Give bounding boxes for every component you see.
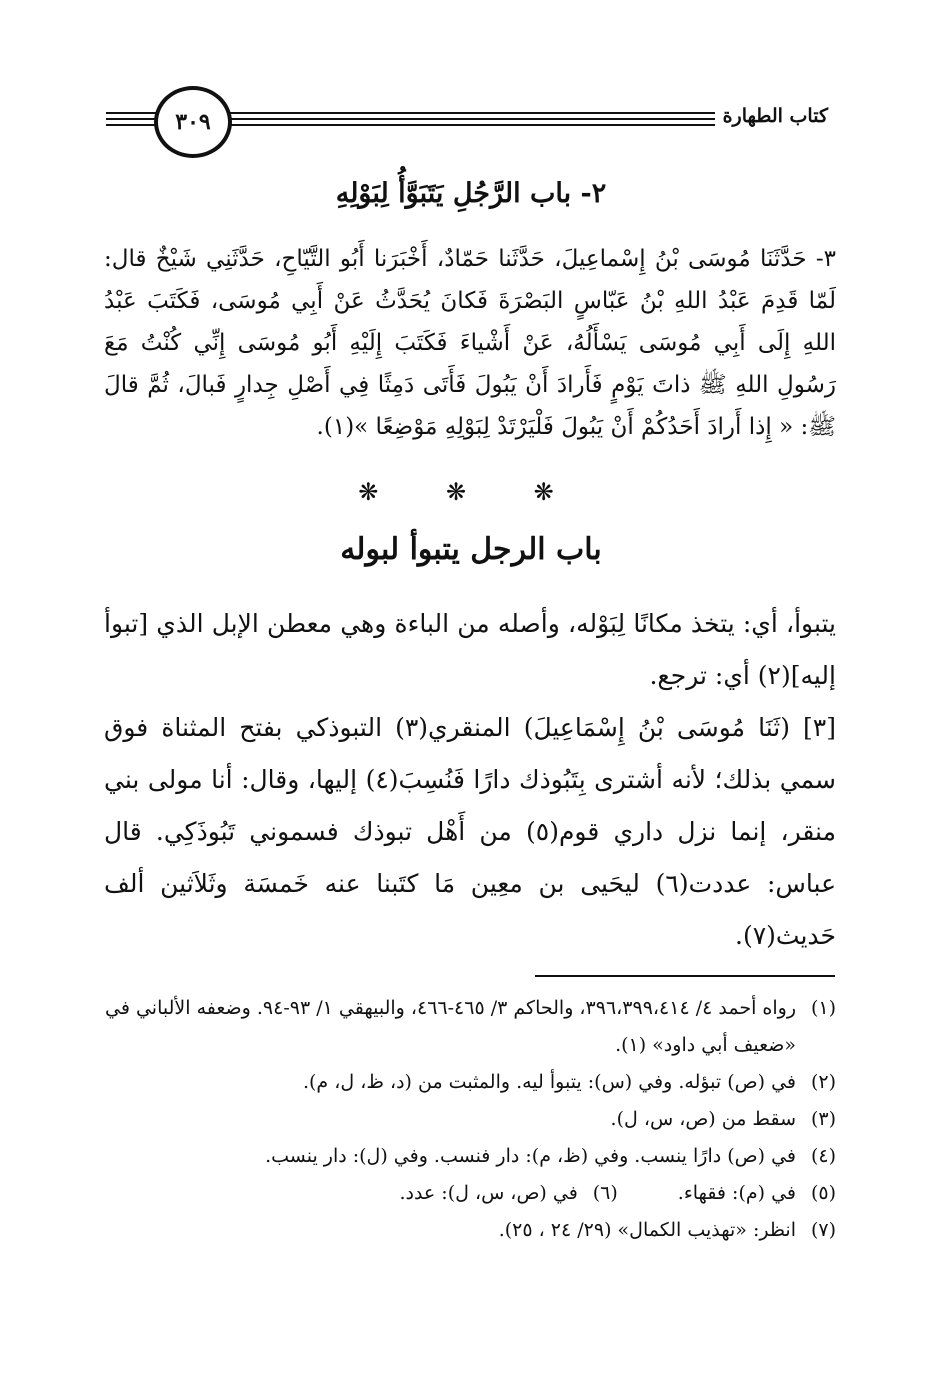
footnote [399,1175,617,1212]
commentary-body [104,598,836,962]
page-number: ٣٠٩ [154,86,232,158]
footnote-number: (٦) [592,1182,618,1204]
footnotes [104,990,836,1249]
footnote-number: (٧) [810,1219,836,1241]
footnote-row [104,1175,836,1212]
footnote [104,1064,836,1101]
footnote-text: في (م): فقهاء. [677,1182,796,1204]
footnote-number: (٤) [810,1145,836,1167]
footnote [678,1175,836,1212]
footnote-number: (٢) [810,1071,836,1093]
footnote-text: رواه أحمد ٤/ ٣٩٦،٣٩٩،٤١٤، والحاكم ٣/ ٤٦٥-٤٦٦، والبيهقي ١/ ٩٣-٩٤. وضعفه الألباني في «ضعيف أبي داود» (١). [105,997,796,1056]
commentary-paragraph: يتبوأ، أي: يتخذ مكانًا لِبَوْله، وأصله من الباءة وهي معطن الإبل الذي [تبوأ إليه](٢) أي: ترجع. [104,609,836,690]
footnote-number: (٣) [810,1108,836,1130]
footnote-text: في (ص، س، ل): عدد. [399,1182,578,1204]
footnote-number: (١) [810,997,836,1019]
section-separator: ❋ ❋ ❋ [358,478,584,506]
running-header [106,82,836,160]
footnote [104,1101,836,1138]
footnote-number: (٥) [810,1182,836,1204]
chapter-heading: ٢- باب الرَّجُلِ يَتَبَوَّأُ لِبَوْلِهِ [335,178,607,209]
hadith-text: ٣- حَدَّثَنَا مُوسَى بْنُ إِسْماعِيلَ، حَدَّثَنا حَمّادٌ، أَخْبَرَنا أَبُو التَّيّاحِ، حَدَّثَنِي شَيْخٌ قال: لَمّا قَدِمَ عَبْدُ اللهِ بْنُ عَبّاسٍ البَصْرَةَ فَكانَ يُحَدَّثُ عَنْ أَبِي مُوسَى، فَكَتَبَ عَبْدُ اللهِ إِلَى أَبِي مُوسَى يَسْأَلُهُ، عَنْ أَشْياءَ فَكَتَبَ إِلَيْهِ أَبُو مُوسَى إِنِّي كُنْتُ مَعَ رَسُولِ اللهِ ﷺ ذاتَ يَوْمٍ فَأَرادَ أَنْ يَبُولَ فَأَتَى دَمِثًا فِي أَصْلِ جِدارٍ فَبالَ، ثُمَّ قالَ ﷺ: « إِذا أَرادَ أَحَدُكُمْ أَنْ يَبُولَ فَلْيَرْتَدْ لِبَوْلِهِ مَوْضِعًا »(١). [104,246,836,440]
footnote [104,1138,836,1175]
commentary-paragraph: [٣] (ثَنَا مُوسَى بْنُ إِسْمَاعِيلَ) المنقري(٣) التبوذكي بفتح المثناة فوق سمي بذلك؛ لأنه أشترى بِتَبُوذك دارًا فَنُسِبَ(٤) إليها، وقال: أنا مولى بني منقر، إنما نزل داري قوم(٥) من أَهْل تبوذك فسموني تَبُوذَكِي. قال عباس: عددت(٦) ليحَيى بن معِين مَا كتَبنا عنه خَمسَة وثَلاَثين ألف حَديث(٧). [104,713,836,950]
footnote [104,1212,836,1249]
footnote-separator [535,975,835,977]
footnote [104,990,836,1064]
footnote-text: في (ص) دارًا ينسب. وفي (ظ، م): دار فنسب. وفي (ل): دار ينسب. [265,1145,796,1167]
commentary-heading: باب الرجل يتبوأ لبوله [340,532,602,567]
footnote-text: في (ص) تبؤله. وفي (س): يتبوأ ليه. والمثبت من (د، ظ، ل، م). [302,1071,796,1093]
book-title: كتاب الطهارة [715,105,836,127]
footnote-text: سقط من (ص، س، ل). [610,1108,796,1130]
footnote-text: انظر: «تهذيب الكمال» (٢٩/ ٢٤ ، ٢٥). [498,1219,796,1241]
